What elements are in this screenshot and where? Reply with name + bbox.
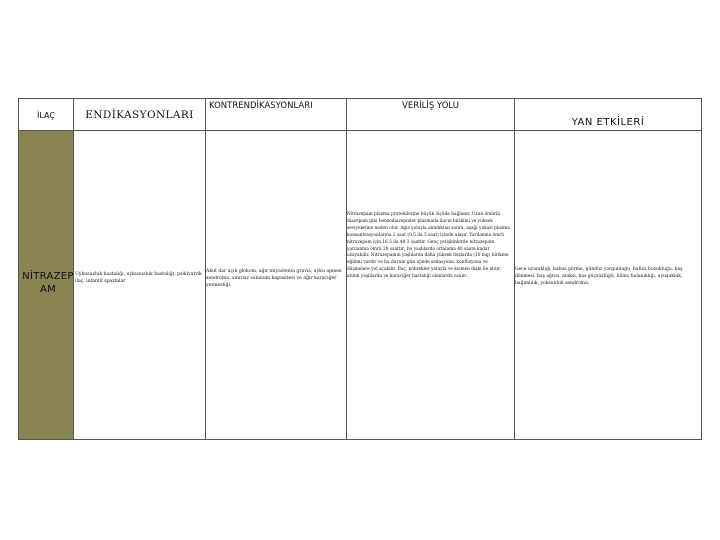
drug-name-line2: AM [39, 284, 57, 295]
indications-text: Uykusuzluk hastalığı, uykusuzluk hastalığı, psikiyatrik ilaç, infantil spazmlar [75, 272, 202, 284]
header-row [19, 99, 702, 131]
header-side-effects: YAN ETKİLERİ [515, 99, 702, 131]
contraindications-text: Akut dar açılı glokom, ağır miyastenia gravis, uyku apnesi sendromu, sınırsız solunum kapasitesi ve ağır karaciğer yetmezliği. [206, 269, 342, 288]
administration-text: Nitrazepam plazma proteinlerine büyük ölçüde bağlanır. Uzun ömürlü diazepam gibi benzodiazepinler plazmada ilacın birikimi ve yüksek seviyelerine neden olur. Ağız yoluyla alındıktan sonra, aşağı yukarı plazma konsantrasyonlarına 2 saat (0.5 ila 5 saat) içinde ulaşır. Yarılanma ömrü nitrazepam için 16.5 ila 48.3 saattir. Genç yetişkinlerde nitrazepam yarılanma ömrü 29 saattir; bu yaşlılarda ortalama 40 saate kadar uzayabilir. Nitrazepamın yaşlılarda daha yüksek dozlarda (10 mg) birikme eğilimi vardır ve bu durum gün içinde sedasyona, konfüzyona ve düşmelere yol açabilir. İlaç, böbrekler yoluyla ve kısmen dışkı ile atılır; atılım yaşlılarda ve karaciğer hastalığı olanlarda azalır. [347, 212, 510, 280]
header-drug: İLAÇ [19, 99, 74, 131]
administration-cell [347, 131, 515, 440]
header-contraindications: KONTRENDİKASYONLARI [206, 99, 347, 131]
header-administration: VERİLİŞ YOLU [347, 99, 515, 131]
drug-name-line1: NİTRAZEP [22, 271, 74, 282]
header-indications: ENDİKASYONLARI [74, 99, 206, 131]
drug-name [20, 270, 76, 296]
indications-cell [74, 131, 206, 440]
side-effects-text: Gece uyanıklığı, kabus görme, gündüz yorgunluğu, hafıza bozukluğu, baş dönmesi, baş ağrısı, ataksi, kas güçsüzlüğü, bilinç bulanıklığı, uyuşukluk, bağımlılık, yoksunluk sendromu. [515, 267, 683, 286]
